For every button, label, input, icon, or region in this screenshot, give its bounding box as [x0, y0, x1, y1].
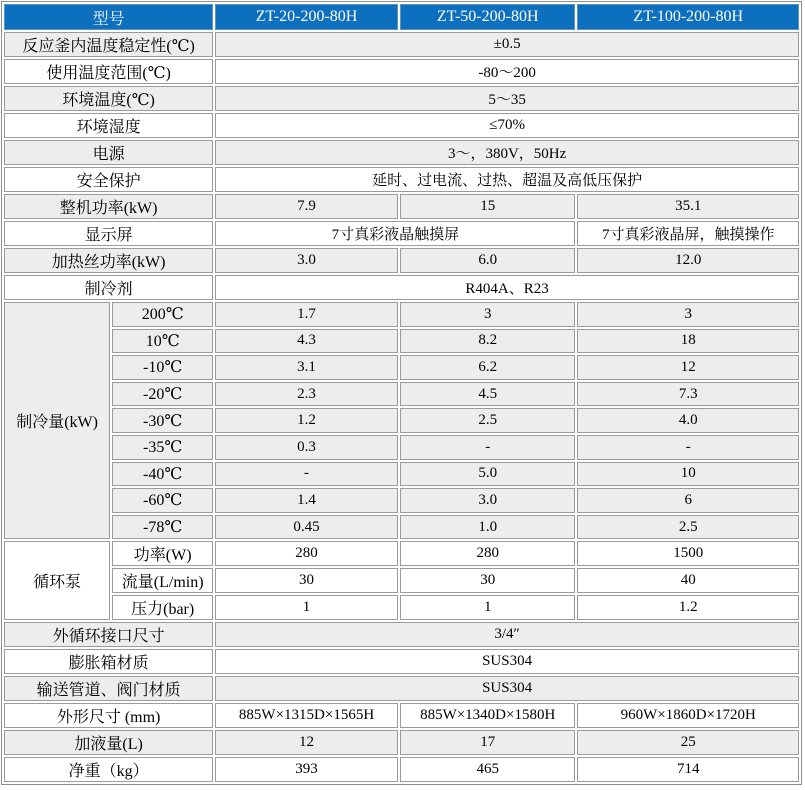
spec-value: 1	[215, 595, 398, 620]
table-row	[4, 167, 799, 192]
spec-table-container	[1, 1, 802, 785]
spec-value: 4.3	[215, 329, 398, 354]
spec-value: 1.7	[215, 302, 398, 327]
spec-value: 4.5	[400, 382, 576, 407]
group-label: 循环泵	[4, 541, 110, 620]
spec-value: 15	[400, 194, 576, 219]
row-label: 反应釜内温度稳定性(℃)	[4, 32, 213, 57]
spec-value: 12.0	[577, 248, 799, 273]
spec-value: 延时、过电流、过热、超温及高低压保护	[215, 167, 799, 192]
model-name-header-2: ZT-50-200-80H	[400, 4, 576, 30]
spec-value: 280	[400, 541, 576, 566]
table-row	[4, 221, 799, 246]
spec-value: 5～35	[215, 86, 799, 111]
row-label: 环境温度(℃)	[4, 86, 213, 111]
sub-row-label: 200℃	[112, 302, 213, 327]
spec-value: SUS304	[215, 676, 799, 701]
table-row	[4, 568, 799, 593]
spec-value: 960W×1860D×1720H	[577, 703, 799, 728]
spec-value: 280	[215, 541, 398, 566]
table-row	[4, 595, 799, 620]
spec-value: 30	[215, 568, 398, 593]
table-row	[4, 329, 799, 354]
table-row	[4, 59, 799, 84]
spec-value: 2.5	[577, 515, 799, 540]
table-row	[4, 541, 799, 566]
sub-row-label: -78℃	[112, 515, 213, 540]
spec-value: 714	[577, 757, 799, 782]
model-column-header: 型号	[4, 4, 213, 30]
spec-value: 6	[577, 488, 799, 513]
row-label: 膨胀箱材质	[4, 649, 213, 674]
table-row	[4, 113, 799, 138]
spec-value: -	[400, 435, 576, 460]
sub-row-label: -10℃	[112, 355, 213, 380]
row-label: 输送管道、阀门材质	[4, 676, 213, 701]
spec-value: 0.45	[215, 515, 398, 540]
sub-row-label: 流量(L/min)	[112, 568, 213, 593]
table-row	[4, 730, 799, 755]
sub-row-label: -20℃	[112, 382, 213, 407]
spec-value: 7.3	[577, 382, 799, 407]
row-label: 制冷剂	[4, 275, 213, 300]
spec-table	[2, 2, 801, 784]
sub-row-label: -35℃	[112, 435, 213, 460]
row-label: 净重（kg）	[4, 757, 213, 782]
table-row	[4, 32, 799, 57]
spec-value: ±0.5	[215, 32, 799, 57]
spec-value: SUS304	[215, 649, 799, 674]
sub-row-label: -60℃	[112, 488, 213, 513]
spec-value: 10	[577, 462, 799, 487]
table-row	[4, 275, 799, 300]
group-label: 制冷量(kW)	[4, 302, 110, 539]
table-row	[4, 194, 799, 219]
spec-value: 5.0	[400, 462, 576, 487]
row-label: 整机功率(kW)	[4, 194, 213, 219]
row-label: 加液量(L)	[4, 730, 213, 755]
spec-value: 7.9	[215, 194, 398, 219]
spec-value: 18	[577, 329, 799, 354]
row-label: 安全保护	[4, 167, 213, 192]
spec-value: -	[215, 462, 398, 487]
table-row	[4, 488, 799, 513]
spec-value: 1.4	[215, 488, 398, 513]
spec-value: -	[577, 435, 799, 460]
table-row	[4, 757, 799, 782]
sub-row-label: 压力(bar)	[112, 595, 213, 620]
spec-value: 3	[400, 302, 576, 327]
spec-value: 3	[577, 302, 799, 327]
row-label: 外形尺寸 (mm)	[4, 703, 213, 728]
spec-value: 1.2	[577, 595, 799, 620]
spec-value: 3～，380V，50Hz	[215, 140, 799, 165]
spec-value: 1.0	[400, 515, 576, 540]
table-row	[4, 515, 799, 540]
row-label: 电源	[4, 140, 213, 165]
table-row	[4, 140, 799, 165]
spec-value: 6.2	[400, 355, 576, 380]
table-header-row	[4, 4, 799, 30]
row-label: 外循环接口尺寸	[4, 622, 213, 647]
spec-value: -80～200	[215, 59, 799, 84]
spec-value: 2.3	[215, 382, 398, 407]
model-name-header-1: ZT-20-200-80H	[215, 4, 398, 30]
table-row	[4, 86, 799, 111]
spec-value: 1.2	[215, 408, 398, 433]
row-label: 加热丝功率(kW)	[4, 248, 213, 273]
spec-value: 3.1	[215, 355, 398, 380]
table-row	[4, 248, 799, 273]
spec-value: 885W×1340D×1580H	[400, 703, 576, 728]
spec-value: 0.3	[215, 435, 398, 460]
spec-value: 1	[400, 595, 576, 620]
table-row	[4, 649, 799, 674]
sub-row-label: -40℃	[112, 462, 213, 487]
table-row	[4, 355, 799, 380]
row-label: 显示屏	[4, 221, 213, 246]
spec-value: 4.0	[577, 408, 799, 433]
table-row	[4, 462, 799, 487]
spec-value: 6.0	[400, 248, 576, 273]
table-row	[4, 622, 799, 647]
spec-value: 40	[577, 568, 799, 593]
spec-value: 8.2	[400, 329, 576, 354]
row-label: 使用温度范围(℃)	[4, 59, 213, 84]
spec-value: 3/4″	[215, 622, 799, 647]
spec-value: 465	[400, 757, 576, 782]
spec-value: 885W×1315D×1565H	[215, 703, 398, 728]
table-row	[4, 408, 799, 433]
spec-value: 25	[577, 730, 799, 755]
spec-value: 30	[400, 568, 576, 593]
spec-value: 7寸真彩液晶屏，触摸操作	[577, 221, 799, 246]
sub-row-label: 10℃	[112, 329, 213, 354]
spec-value: ≤70%	[215, 113, 799, 138]
table-row	[4, 302, 799, 327]
sub-row-label: -30℃	[112, 408, 213, 433]
table-row	[4, 435, 799, 460]
model-name-header-3: ZT-100-200-80H	[577, 4, 799, 30]
sub-row-label: 功率(W)	[112, 541, 213, 566]
spec-value: 12	[577, 355, 799, 380]
spec-value: 17	[400, 730, 576, 755]
spec-value: 3.0	[215, 248, 398, 273]
table-row	[4, 703, 799, 728]
spec-value: R404A、R23	[215, 275, 799, 300]
spec-value: 3.0	[400, 488, 576, 513]
row-label: 环境湿度	[4, 113, 213, 138]
spec-value: 35.1	[577, 194, 799, 219]
table-row	[4, 382, 799, 407]
spec-value: 393	[215, 757, 398, 782]
table-row	[4, 676, 799, 701]
spec-value: 7寸真彩液晶触摸屏	[215, 221, 575, 246]
spec-value: 2.5	[400, 408, 576, 433]
spec-value: 12	[215, 730, 398, 755]
spec-value: 1500	[577, 541, 799, 566]
spec-table-body	[4, 32, 799, 782]
